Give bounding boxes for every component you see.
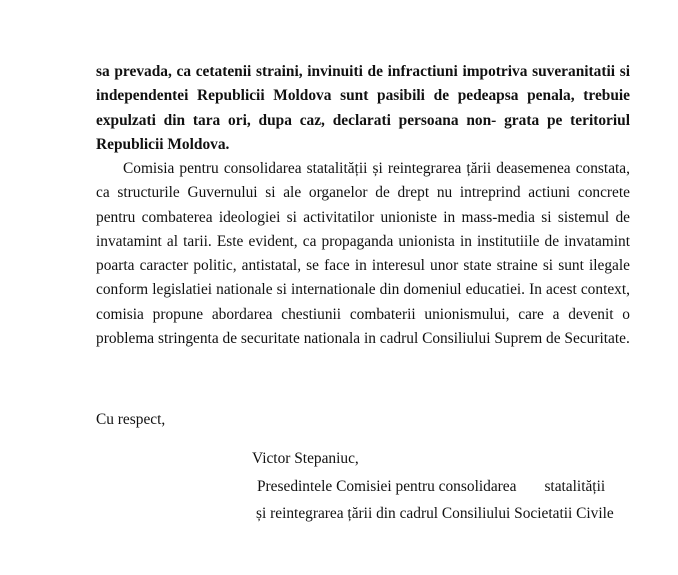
bold-paragraph: sa prevada, ca cetatenii straini, invinuiti de infractiuni impotriva suveranitatii si independentei Republicii Moldova sunt pasibili de pedeapsa penala, trebuie expulzati din tara ori, dupa caz, declarati persoana non- grata pe teritoriul Republicii Moldova. xyxy=(96,63,630,153)
signatory-title-line-1-part-2: statalității xyxy=(544,478,606,495)
body-paragraph: Comisia pentru consolidarea statalității și reintegrarea țării deasemenea constata, ca structurile Guvernului si ale organelor de drept nu intreprind actiuni concrete pentru combaterea ideologiei si activitatilor unioniste in mass-media si sistemul de invatamint al tarii. Este evident, ca propaganda unionista in institutiile de invatamint poarta caracter politic, antistatal, se face in interesul unor state straine si sunt ilegale conform legislatiei nationale si internationale din domeniul educatiei. In acest context, comisia propune abordarea chestiunii combaterii unionismului, care a devenit o problema stringenta de securitate nationala in cadrul Consiliului Suprem de Securitate. xyxy=(96,160,630,348)
signatory-title-line-1-part-1: Presedintele Comisiei pentru consolidarea xyxy=(257,478,517,495)
closing-salutation: Cu respect, xyxy=(96,411,166,428)
signatory-name: Victor Stepaniuc, xyxy=(252,450,359,467)
signatory-title-line-1 xyxy=(257,478,605,496)
signatory-title-line-2: și reintegrarea țării din cadrul Consiliului Societatii Civile xyxy=(256,505,614,522)
